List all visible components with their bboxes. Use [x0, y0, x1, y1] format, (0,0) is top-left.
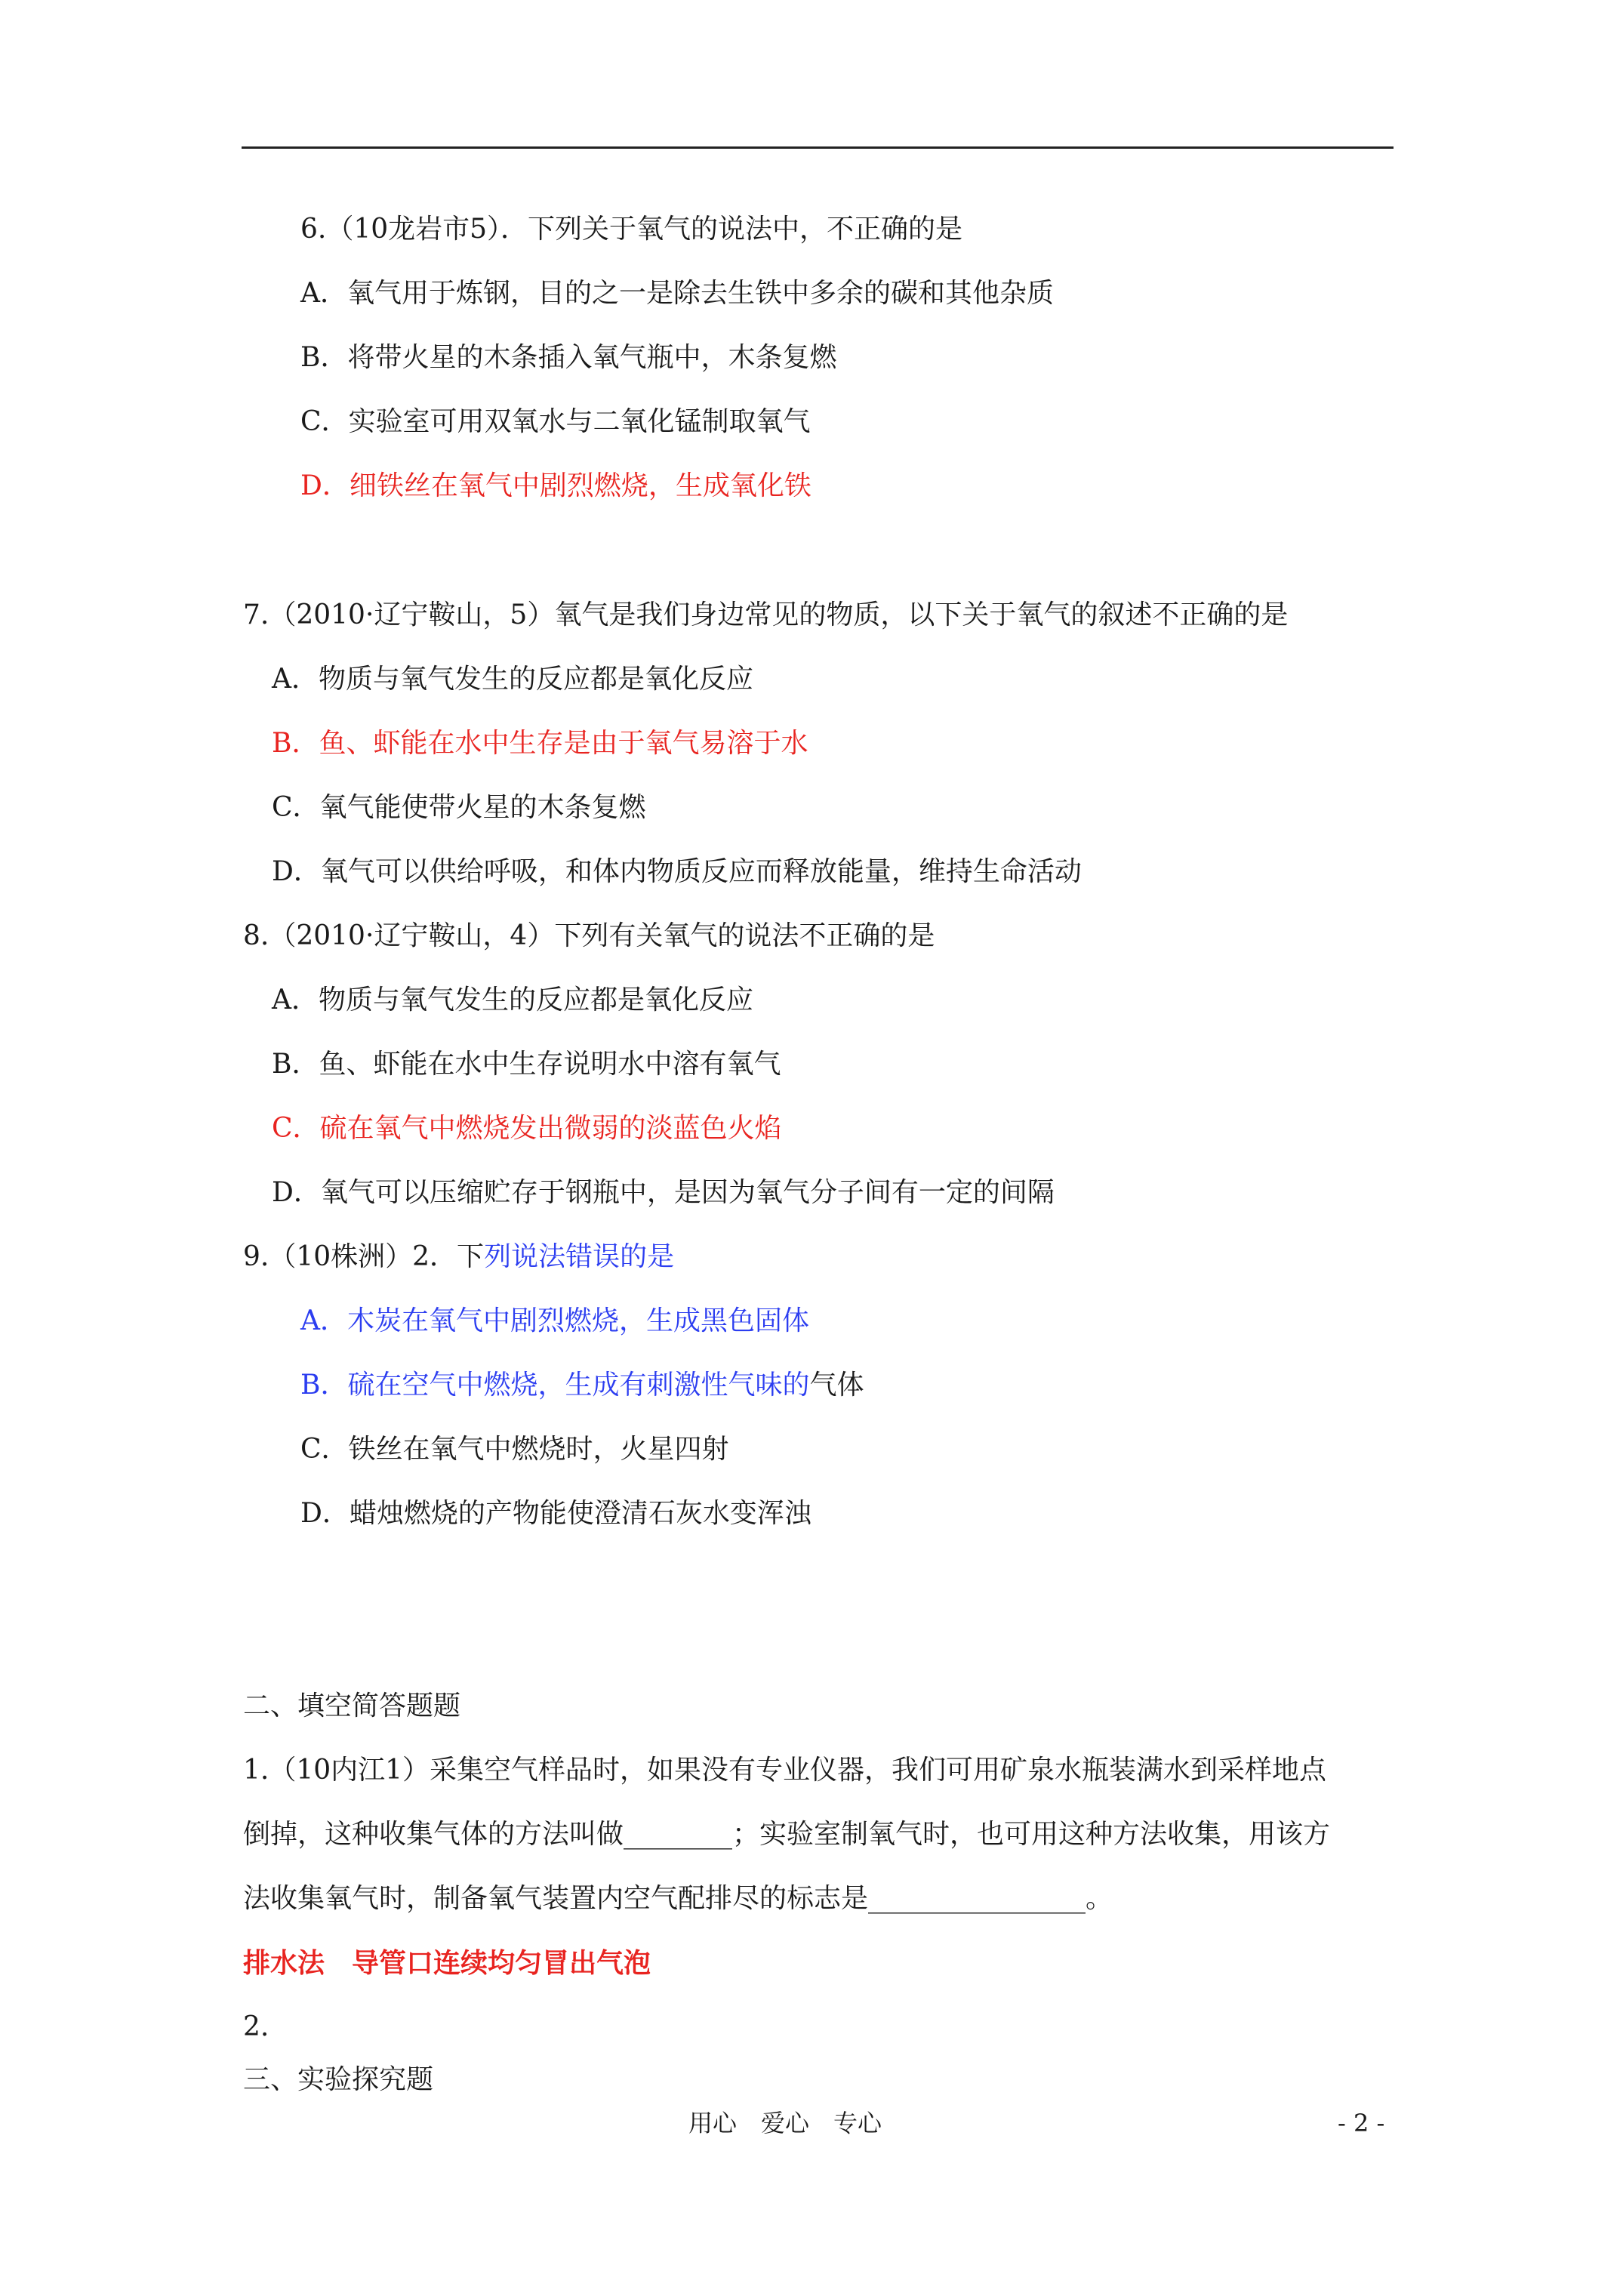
- q9-option-d: D．蜡烛燃烧的产物能使澄清石灰水变浑浊: [300, 1498, 812, 1529]
- header-rule: [242, 146, 1394, 149]
- q9-option-a: A．木炭在氧气中剧烈燃烧，生成黑色固体: [300, 1305, 809, 1336]
- s2-q2-number: 2.: [243, 2011, 269, 2042]
- q7-option-c: C．氧气能使带火星的木条复燃: [272, 792, 646, 823]
- s2-q1-line-1: 1.（10内江1）采集空气样品时，如果没有专业仪器，我们可用矿泉水瓶装满水到采样地点: [243, 1755, 1327, 1786]
- q8-option-c-answer: C．硫在氧气中燃烧发出微弱的淡蓝色火焰: [272, 1113, 782, 1144]
- q7-option-d: D．氧气可以供给呼吸，和体内物质反应而释放能量，维持生命活动: [272, 856, 1082, 887]
- section-2-title: 二、填空简答题题: [243, 1690, 461, 1721]
- q6-option-a: A．氧气用于炼钢，目的之一是除去生铁中多余的碳和其他杂质: [300, 278, 1054, 309]
- s2-q1-line-2: 倒掉，这种收集气体的方法叫做________；实验室制氧气时，也可用这种方法收集，用该方: [243, 1819, 1331, 1850]
- q8-option-b: B．鱼、虾能在水中生存说明水中溶有氧气: [272, 1049, 781, 1080]
- page-number: - 2 -: [1338, 2109, 1385, 2137]
- q8-stem: 8.（2010·辽宁鞍山，4）下列有关氧气的说法不正确的是: [243, 920, 935, 951]
- q8-option-a: A．物质与氧气发生的反应都是氧化反应: [272, 985, 753, 1015]
- q9-option-b: [300, 1369, 864, 1402]
- section-3-title: 三、实验探究题: [243, 2064, 434, 2095]
- s2-q1-line-3: 法收集氧气时，制备氧气装置内空气配排尽的标志是________________。: [243, 1883, 1113, 1914]
- q7-option-b-answer: B．鱼、虾能在水中生存是由于氧气易溶于水: [272, 728, 808, 759]
- q7-option-a: A．物质与氧气发生的反应都是氧化反应: [272, 664, 753, 695]
- q9-stem-text: 9.（10株洲）2．下: [243, 1241, 485, 1272]
- footer-motto: 用心 爱心 专心: [688, 2109, 882, 2137]
- q9-option-b-text: 气体: [809, 1370, 864, 1401]
- q6-option-b: B．将带火星的木条插入氧气瓶中，木条复燃: [300, 342, 837, 373]
- q6-option-d-answer: D．细铁丝在氧气中剧烈燃烧，生成氧化铁: [300, 470, 812, 501]
- q7-stem: 7.（2010·辽宁鞍山，5）氧气是我们身边常见的物质，以下关于氧气的叙述不正确的是: [243, 599, 1289, 630]
- q6-option-c: C．实验室可用双氧水与二氧化锰制取氧气: [300, 406, 811, 437]
- q9-stem-highlight: 列说法错误的是: [484, 1241, 675, 1272]
- q6-stem: 6.（10龙岩市5）．下列关于氧气的说法中，不正确的是: [300, 214, 963, 245]
- q9-option-c: C．铁丝在氧气中燃烧时，火星四射: [300, 1434, 729, 1465]
- q9-stem: [243, 1240, 674, 1274]
- q9-option-b-highlight: B．硫在空气中燃烧，生成有刺激性气味的: [300, 1370, 810, 1401]
- q8-option-d: D．氧气可以压缩贮存于钢瓶中，是因为氧气分子间有一定的间隔: [272, 1177, 1055, 1208]
- s2-q1-answer: 排水法 导管口连续均匀冒出气泡: [243, 1947, 651, 1979]
